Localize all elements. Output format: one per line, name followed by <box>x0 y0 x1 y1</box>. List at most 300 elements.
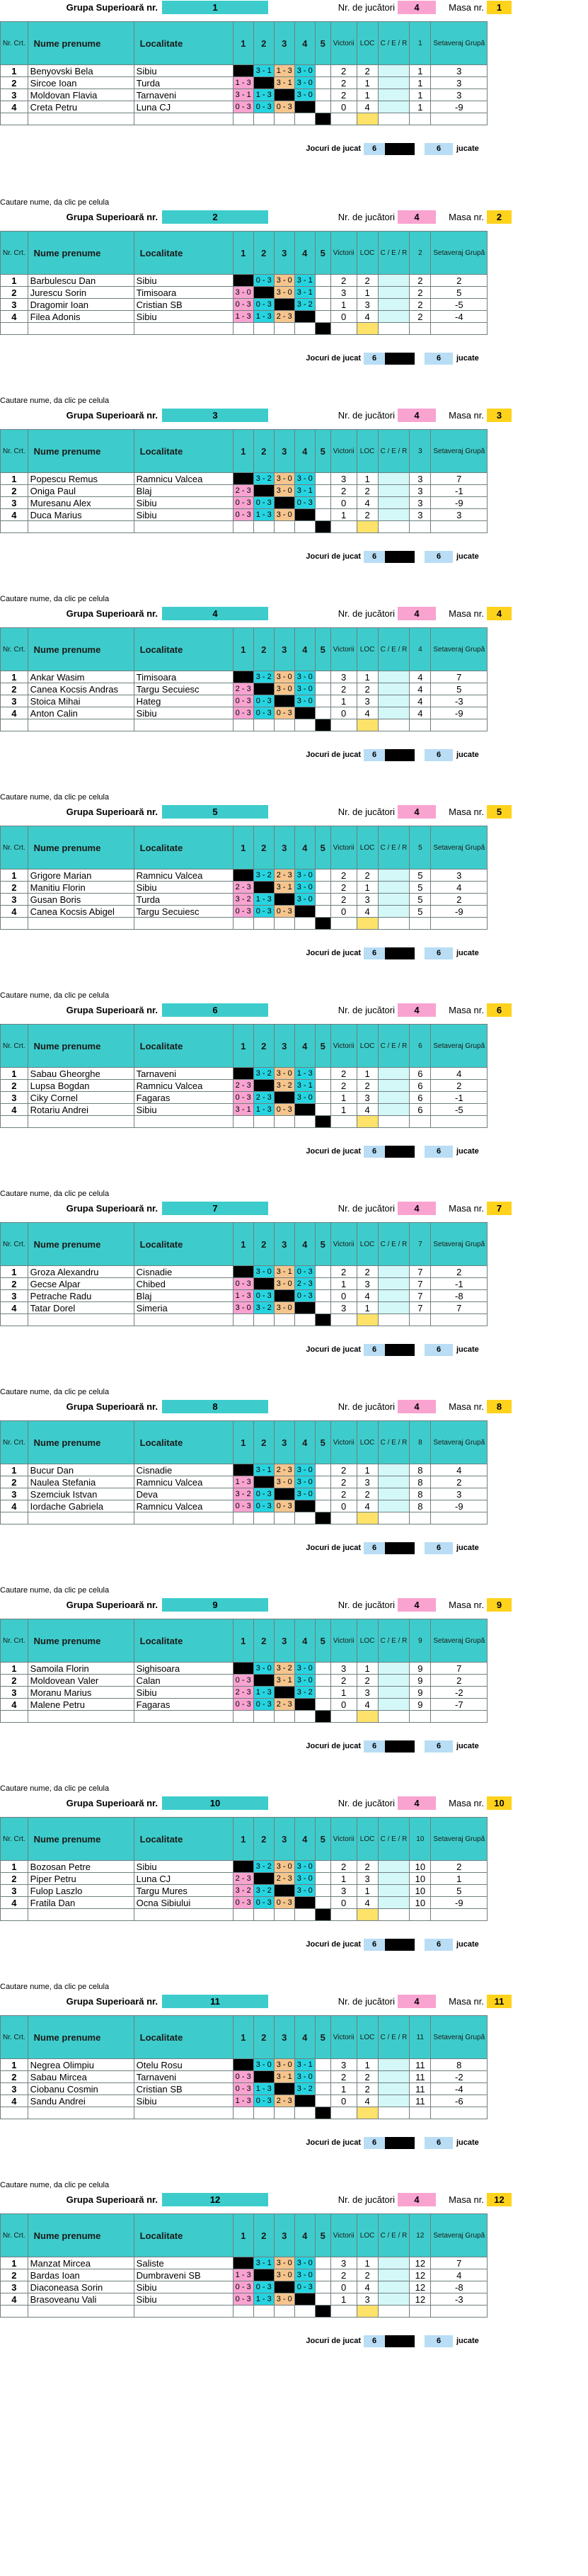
player-locality[interactable]: Tarnaveni <box>134 2071 233 2083</box>
player-locality[interactable]: Saliste <box>134 2257 233 2269</box>
score-cell[interactable]: 3 - 0 <box>274 2059 294 2071</box>
cer-cell[interactable] <box>378 89 410 101</box>
score-cell[interactable] <box>233 870 253 882</box>
score-cell[interactable]: 1 - 3 <box>233 1290 253 1302</box>
player-name[interactable]: Gecse Alpar <box>28 1278 134 1290</box>
player-locality[interactable]: Cristian SB <box>134 299 233 311</box>
score-cell[interactable]: 0 - 3 <box>233 707 253 719</box>
score-cell[interactable]: 0 - 3 <box>294 497 315 509</box>
score-cell[interactable]: 3 - 0 <box>274 2257 294 2269</box>
player-name[interactable]: Muresanu Alex <box>28 497 134 509</box>
score-cell[interactable]: 1 - 3 <box>253 2293 274 2306</box>
player-locality[interactable]: Targu Mures <box>134 1885 233 1897</box>
player-locality[interactable]: Sibiu <box>134 509 233 521</box>
score-cell[interactable] <box>315 683 330 695</box>
score-cell[interactable]: 3 - 2 <box>233 894 253 906</box>
score-cell[interactable] <box>233 1663 253 1675</box>
player-locality[interactable]: Luna CJ <box>134 1873 233 1885</box>
score-cell[interactable]: 3 - 2 <box>294 1687 315 1699</box>
score-cell[interactable] <box>315 2071 330 2083</box>
score-cell[interactable]: 3 - 0 <box>294 2071 315 2083</box>
score-cell[interactable]: 3 - 0 <box>294 1464 315 1476</box>
group-number[interactable]: 6 <box>162 1003 268 1017</box>
score-cell[interactable] <box>315 1104 330 1116</box>
score-cell[interactable] <box>233 1266 253 1278</box>
score-cell[interactable] <box>315 2281 330 2293</box>
player-locality[interactable]: Sibiu <box>134 2293 233 2306</box>
player-name[interactable]: Canea Kocsis Abigel <box>28 906 134 918</box>
cer-cell[interactable] <box>378 906 410 918</box>
player-locality[interactable]: Sibiu <box>134 1687 233 1699</box>
score-cell[interactable] <box>274 1488 294 1500</box>
score-cell[interactable]: 3 - 2 <box>253 1861 274 1873</box>
player-locality[interactable]: Sibiu <box>134 311 233 323</box>
score-cell[interactable]: 3 - 1 <box>253 2257 274 2269</box>
score-cell[interactable]: 2 - 3 <box>253 1092 274 1104</box>
score-cell[interactable]: 3 - 0 <box>294 894 315 906</box>
score-cell[interactable] <box>294 311 315 323</box>
score-cell[interactable] <box>294 1302 315 1314</box>
score-cell[interactable] <box>274 497 294 509</box>
score-cell[interactable] <box>315 1266 330 1278</box>
group-number[interactable]: 1 <box>162 1 268 14</box>
cer-cell[interactable] <box>378 275 410 287</box>
score-cell[interactable]: 2 - 3 <box>233 1873 253 1885</box>
score-cell[interactable]: 0 - 3 <box>253 1500 274 1512</box>
player-name[interactable]: Bozosan Petre <box>28 1861 134 1873</box>
score-cell[interactable]: 1 - 3 <box>253 311 274 323</box>
score-cell[interactable]: 3 - 1 <box>253 65 274 77</box>
score-cell[interactable]: 3 - 0 <box>294 671 315 683</box>
player-name[interactable]: Sabau Mircea <box>28 2071 134 2083</box>
group-number[interactable]: 2 <box>162 210 268 224</box>
score-cell[interactable] <box>315 497 330 509</box>
cer-cell[interactable] <box>378 311 410 323</box>
score-cell[interactable] <box>315 473 330 485</box>
player-name[interactable]: Ciky Cornel <box>28 1092 134 1104</box>
player-name[interactable]: Moldovan Flavia <box>28 89 134 101</box>
player-locality[interactable]: Ramnicu Valcea <box>134 473 233 485</box>
score-cell[interactable]: 0 - 3 <box>253 695 274 707</box>
score-cell[interactable]: 3 - 1 <box>294 287 315 299</box>
score-cell[interactable] <box>315 1861 330 1873</box>
cer-cell[interactable] <box>378 77 410 89</box>
score-cell[interactable]: 0 - 3 <box>233 1500 253 1512</box>
score-cell[interactable]: 3 - 0 <box>274 275 294 287</box>
score-cell[interactable]: 3 - 0 <box>294 870 315 882</box>
player-name[interactable]: Tatar Dorel <box>28 1302 134 1314</box>
score-cell[interactable] <box>274 1092 294 1104</box>
score-cell[interactable]: 3 - 0 <box>274 287 294 299</box>
player-locality[interactable]: Blaj <box>134 485 233 497</box>
score-cell[interactable]: 3 - 0 <box>294 65 315 77</box>
score-cell[interactable]: 3 - 2 <box>294 2083 315 2095</box>
cer-cell[interactable] <box>378 1080 410 1092</box>
player-name[interactable]: Dragomir Ioan <box>28 299 134 311</box>
player-name[interactable]: Barbulescu Dan <box>28 275 134 287</box>
score-cell[interactable]: 3 - 0 <box>294 89 315 101</box>
score-cell[interactable]: 0 - 3 <box>294 1266 315 1278</box>
score-cell[interactable]: 3 - 2 <box>253 870 274 882</box>
score-cell[interactable]: 0 - 3 <box>233 1699 253 1711</box>
score-cell[interactable] <box>274 695 294 707</box>
score-cell[interactable] <box>315 1464 330 1476</box>
score-cell[interactable]: 3 - 2 <box>233 1488 253 1500</box>
score-cell[interactable]: 0 - 3 <box>253 275 274 287</box>
player-name[interactable]: Sandu Andrei <box>28 2095 134 2107</box>
score-cell[interactable] <box>294 1699 315 1711</box>
player-name[interactable]: Popescu Remus <box>28 473 134 485</box>
score-cell[interactable]: 2 - 3 <box>233 683 253 695</box>
cer-cell[interactable] <box>378 1068 410 1080</box>
score-cell[interactable]: 0 - 3 <box>294 1290 315 1302</box>
score-cell[interactable] <box>253 1873 274 1885</box>
group-number[interactable]: 7 <box>162 1202 268 1215</box>
score-cell[interactable]: 3 - 2 <box>253 1885 274 1897</box>
score-cell[interactable] <box>233 2257 253 2269</box>
score-cell[interactable]: 0 - 3 <box>274 1104 294 1116</box>
cer-cell[interactable] <box>378 870 410 882</box>
player-name[interactable]: Sircoe Ioan <box>28 77 134 89</box>
player-locality[interactable]: Ramnicu Valcea <box>134 1080 233 1092</box>
player-locality[interactable]: Sibiu <box>134 65 233 77</box>
score-cell[interactable]: 3 - 1 <box>294 485 315 497</box>
score-cell[interactable] <box>233 275 253 287</box>
player-name[interactable]: Filea Adonis <box>28 311 134 323</box>
score-cell[interactable] <box>315 509 330 521</box>
score-cell[interactable] <box>233 473 253 485</box>
score-cell[interactable]: 3 - 0 <box>274 485 294 497</box>
player-name[interactable]: Manzat Mircea <box>28 2257 134 2269</box>
score-cell[interactable]: 1 - 3 <box>233 311 253 323</box>
score-cell[interactable]: 3 - 1 <box>274 77 294 89</box>
score-cell[interactable]: 3 - 0 <box>294 695 315 707</box>
score-cell[interactable]: 3 - 0 <box>274 683 294 695</box>
score-cell[interactable] <box>315 1873 330 1885</box>
player-locality[interactable]: Sibiu <box>134 275 233 287</box>
score-cell[interactable]: 3 - 1 <box>233 89 253 101</box>
score-cell[interactable] <box>233 65 253 77</box>
player-locality[interactable]: Ramnicu Valcea <box>134 870 233 882</box>
score-cell[interactable] <box>253 882 274 894</box>
score-cell[interactable] <box>294 101 315 113</box>
score-cell[interactable]: 2 - 3 <box>274 1699 294 1711</box>
score-cell[interactable]: 3 - 0 <box>294 1885 315 1897</box>
cer-cell[interactable] <box>378 1266 410 1278</box>
player-locality[interactable]: Ramnicu Valcea <box>134 1500 233 1512</box>
player-locality[interactable]: Luna CJ <box>134 101 233 113</box>
score-cell[interactable]: 0 - 3 <box>253 1897 274 1909</box>
player-name[interactable]: Rotariu Andrei <box>28 1104 134 1116</box>
cer-cell[interactable] <box>378 2095 410 2107</box>
score-cell[interactable]: 0 - 3 <box>233 2083 253 2095</box>
score-cell[interactable] <box>315 2095 330 2107</box>
cer-cell[interactable] <box>378 65 410 77</box>
score-cell[interactable]: 3 - 0 <box>294 1092 315 1104</box>
score-cell[interactable]: 0 - 3 <box>253 906 274 918</box>
player-locality[interactable]: Cisnadie <box>134 1464 233 1476</box>
player-name[interactable]: Piper Petru <box>28 1873 134 1885</box>
score-cell[interactable]: 2 - 3 <box>233 882 253 894</box>
score-cell[interactable] <box>253 2071 274 2083</box>
cer-cell[interactable] <box>378 1290 410 1302</box>
cer-cell[interactable] <box>378 2059 410 2071</box>
score-cell[interactable] <box>315 89 330 101</box>
score-cell[interactable] <box>315 1663 330 1675</box>
score-cell[interactable] <box>315 1488 330 1500</box>
score-cell[interactable]: 0 - 3 <box>233 1897 253 1909</box>
score-cell[interactable]: 0 - 3 <box>233 497 253 509</box>
cer-cell[interactable] <box>378 497 410 509</box>
score-cell[interactable] <box>294 707 315 719</box>
score-cell[interactable] <box>315 1290 330 1302</box>
score-cell[interactable] <box>253 1080 274 1092</box>
score-cell[interactable]: 0 - 3 <box>253 497 274 509</box>
player-name[interactable]: Moldovean Valer <box>28 1675 134 1687</box>
cer-cell[interactable] <box>378 1885 410 1897</box>
score-cell[interactable] <box>315 275 330 287</box>
score-cell[interactable]: 3 - 0 <box>253 2059 274 2071</box>
score-cell[interactable]: 3 - 2 <box>253 1302 274 1314</box>
score-cell[interactable]: 0 - 3 <box>274 1897 294 1909</box>
player-name[interactable]: Creta Petru <box>28 101 134 113</box>
player-locality[interactable]: Dumbraveni SB <box>134 2269 233 2281</box>
score-cell[interactable]: 3 - 0 <box>274 1278 294 1290</box>
group-number[interactable]: 4 <box>162 607 268 620</box>
score-cell[interactable]: 3 - 0 <box>294 473 315 485</box>
score-cell[interactable] <box>315 299 330 311</box>
score-cell[interactable] <box>315 1885 330 1897</box>
score-cell[interactable]: 3 - 2 <box>233 1885 253 1897</box>
group-number[interactable]: 12 <box>162 2193 268 2206</box>
score-cell[interactable]: 3 - 0 <box>233 287 253 299</box>
cer-cell[interactable] <box>378 509 410 521</box>
player-locality[interactable]: Timisoara <box>134 287 233 299</box>
score-cell[interactable]: 1 - 3 <box>253 1687 274 1699</box>
score-cell[interactable] <box>294 906 315 918</box>
score-cell[interactable] <box>233 1861 253 1873</box>
score-cell[interactable]: 2 - 3 <box>274 311 294 323</box>
cer-cell[interactable] <box>378 1687 410 1699</box>
score-cell[interactable] <box>294 509 315 521</box>
score-cell[interactable] <box>233 671 253 683</box>
player-locality[interactable]: Fagaras <box>134 1699 233 1711</box>
cer-cell[interactable] <box>378 1278 410 1290</box>
score-cell[interactable] <box>274 894 294 906</box>
score-cell[interactable]: 0 - 3 <box>233 1278 253 1290</box>
score-cell[interactable] <box>233 2059 253 2071</box>
score-cell[interactable] <box>274 2083 294 2095</box>
score-cell[interactable]: 0 - 3 <box>253 1290 274 1302</box>
player-locality[interactable]: Timisoara <box>134 671 233 683</box>
player-locality[interactable]: Sibiu <box>134 2281 233 2293</box>
score-cell[interactable] <box>315 870 330 882</box>
score-cell[interactable] <box>274 1687 294 1699</box>
cer-cell[interactable] <box>378 882 410 894</box>
score-cell[interactable] <box>315 287 330 299</box>
player-name[interactable]: Duca Marius <box>28 509 134 521</box>
score-cell[interactable] <box>315 65 330 77</box>
group-number[interactable]: 3 <box>162 409 268 422</box>
score-cell[interactable]: 2 - 3 <box>274 1873 294 1885</box>
score-cell[interactable]: 0 - 3 <box>274 707 294 719</box>
score-cell[interactable]: 0 - 3 <box>253 299 274 311</box>
score-cell[interactable]: 1 - 3 <box>274 65 294 77</box>
player-name[interactable]: Ciobanu Cosmin <box>28 2083 134 2095</box>
cer-cell[interactable] <box>378 101 410 113</box>
score-cell[interactable] <box>253 77 274 89</box>
cer-cell[interactable] <box>378 2281 410 2293</box>
score-cell[interactable] <box>274 1290 294 1302</box>
cer-cell[interactable] <box>378 1104 410 1116</box>
score-cell[interactable] <box>253 485 274 497</box>
score-cell[interactable]: 0 - 3 <box>233 2071 253 2083</box>
score-cell[interactable] <box>315 1080 330 1092</box>
player-locality[interactable]: Cristian SB <box>134 2083 233 2095</box>
score-cell[interactable]: 0 - 3 <box>253 1699 274 1711</box>
group-number[interactable]: 5 <box>162 805 268 819</box>
score-cell[interactable] <box>315 1897 330 1909</box>
player-locality[interactable]: Sighisoara <box>134 1663 233 1675</box>
score-cell[interactable]: 3 - 0 <box>294 2269 315 2281</box>
score-cell[interactable]: 2 - 3 <box>233 485 253 497</box>
player-name[interactable]: Iordache Gabriela <box>28 1500 134 1512</box>
score-cell[interactable] <box>233 1464 253 1476</box>
score-cell[interactable]: 3 - 0 <box>274 2293 294 2306</box>
player-locality[interactable]: Ocna Sibiului <box>134 1897 233 1909</box>
player-name[interactable]: Lupsa Bogdan <box>28 1080 134 1092</box>
score-cell[interactable]: 3 - 0 <box>294 2257 315 2269</box>
score-cell[interactable]: 2 - 3 <box>274 2095 294 2107</box>
cer-cell[interactable] <box>378 1699 410 1711</box>
cer-cell[interactable] <box>378 1488 410 1500</box>
score-cell[interactable]: 3 - 1 <box>274 1675 294 1687</box>
score-cell[interactable]: 0 - 3 <box>233 2281 253 2293</box>
score-cell[interactable] <box>294 1897 315 1909</box>
cer-cell[interactable] <box>378 1897 410 1909</box>
score-cell[interactable]: 1 - 3 <box>253 1104 274 1116</box>
player-name[interactable]: Stoica Mihai <box>28 695 134 707</box>
score-cell[interactable]: 1 - 3 <box>253 89 274 101</box>
score-cell[interactable]: 0 - 3 <box>253 101 274 113</box>
score-cell[interactable]: 0 - 3 <box>274 1500 294 1512</box>
cer-cell[interactable] <box>378 2269 410 2281</box>
score-cell[interactable]: 3 - 0 <box>274 509 294 521</box>
score-cell[interactable]: 0 - 3 <box>274 101 294 113</box>
score-cell[interactable]: 3 - 0 <box>294 1675 315 1687</box>
score-cell[interactable]: 0 - 3 <box>253 1488 274 1500</box>
player-locality[interactable]: Fagaras <box>134 1092 233 1104</box>
cer-cell[interactable] <box>378 299 410 311</box>
score-cell[interactable] <box>253 2269 274 2281</box>
score-cell[interactable] <box>253 287 274 299</box>
score-cell[interactable] <box>315 882 330 894</box>
score-cell[interactable]: 3 - 0 <box>294 1476 315 1488</box>
score-cell[interactable] <box>315 695 330 707</box>
player-locality[interactable]: Blaj <box>134 1290 233 1302</box>
score-cell[interactable]: 0 - 3 <box>233 1675 253 1687</box>
player-name[interactable]: Benyovski Bela <box>28 65 134 77</box>
player-locality[interactable]: Targu Secuiesc <box>134 683 233 695</box>
score-cell[interactable]: 2 - 3 <box>294 1278 315 1290</box>
player-locality[interactable]: Ramnicu Valcea <box>134 1476 233 1488</box>
cer-cell[interactable] <box>378 485 410 497</box>
score-cell[interactable]: 3 - 0 <box>274 473 294 485</box>
score-cell[interactable]: 3 - 1 <box>274 2071 294 2083</box>
score-cell[interactable]: 3 - 1 <box>274 1266 294 1278</box>
score-cell[interactable] <box>315 1068 330 1080</box>
score-cell[interactable]: 3 - 0 <box>274 671 294 683</box>
score-cell[interactable] <box>315 2293 330 2306</box>
score-cell[interactable]: 3 - 0 <box>253 1266 274 1278</box>
cer-cell[interactable] <box>378 695 410 707</box>
cer-cell[interactable] <box>378 683 410 695</box>
score-cell[interactable]: 3 - 2 <box>253 473 274 485</box>
cer-cell[interactable] <box>378 2293 410 2306</box>
score-cell[interactable]: 2 - 3 <box>233 1080 253 1092</box>
player-name[interactable]: Fratila Dan <box>28 1897 134 1909</box>
score-cell[interactable] <box>294 2095 315 2107</box>
cer-cell[interactable] <box>378 1873 410 1885</box>
score-cell[interactable] <box>274 2281 294 2293</box>
score-cell[interactable]: 3 - 0 <box>233 1302 253 1314</box>
score-cell[interactable]: 3 - 0 <box>253 1663 274 1675</box>
score-cell[interactable]: 3 - 0 <box>294 77 315 89</box>
score-cell[interactable] <box>315 101 330 113</box>
score-cell[interactable]: 3 - 2 <box>253 1068 274 1080</box>
player-name[interactable]: Grigore Marian <box>28 870 134 882</box>
score-cell[interactable] <box>253 683 274 695</box>
score-cell[interactable]: 1 - 3 <box>253 2083 274 2095</box>
cer-cell[interactable] <box>378 1476 410 1488</box>
score-cell[interactable]: 3 - 1 <box>233 1104 253 1116</box>
player-name[interactable]: Ankar Wasim <box>28 671 134 683</box>
player-name[interactable]: Malene Petru <box>28 1699 134 1711</box>
score-cell[interactable] <box>315 1687 330 1699</box>
score-cell[interactable] <box>253 1675 274 1687</box>
score-cell[interactable] <box>315 906 330 918</box>
score-cell[interactable]: 1 - 3 <box>253 509 274 521</box>
score-cell[interactable]: 3 - 1 <box>253 1464 274 1476</box>
score-cell[interactable]: 0 - 3 <box>253 2095 274 2107</box>
player-locality[interactable]: Turda <box>134 77 233 89</box>
cer-cell[interactable] <box>378 707 410 719</box>
score-cell[interactable]: 3 - 1 <box>294 275 315 287</box>
player-name[interactable]: Moranu Marius <box>28 1687 134 1699</box>
score-cell[interactable]: 0 - 3 <box>233 101 253 113</box>
player-locality[interactable]: Turda <box>134 894 233 906</box>
score-cell[interactable]: 0 - 3 <box>253 2281 274 2293</box>
player-locality[interactable]: Cisnadie <box>134 1266 233 1278</box>
score-cell[interactable] <box>315 2059 330 2071</box>
player-name[interactable]: Bucur Dan <box>28 1464 134 1476</box>
score-cell[interactable] <box>294 2293 315 2306</box>
score-cell[interactable] <box>315 894 330 906</box>
cer-cell[interactable] <box>378 894 410 906</box>
player-locality[interactable]: Chibed <box>134 1278 233 1290</box>
player-name[interactable]: Brasoveanu Vali <box>28 2293 134 2306</box>
score-cell[interactable]: 1 - 3 <box>253 894 274 906</box>
score-cell[interactable]: 3 - 1 <box>294 2059 315 2071</box>
score-cell[interactable]: 0 - 3 <box>253 707 274 719</box>
score-cell[interactable]: 0 - 3 <box>294 2281 315 2293</box>
player-name[interactable]: Manitiu Florin <box>28 882 134 894</box>
score-cell[interactable]: 2 - 3 <box>274 1464 294 1476</box>
score-cell[interactable]: 3 - 2 <box>294 299 315 311</box>
score-cell[interactable] <box>294 1500 315 1512</box>
score-cell[interactable]: 2 - 3 <box>233 1687 253 1699</box>
score-cell[interactable]: 3 - 1 <box>294 1080 315 1092</box>
